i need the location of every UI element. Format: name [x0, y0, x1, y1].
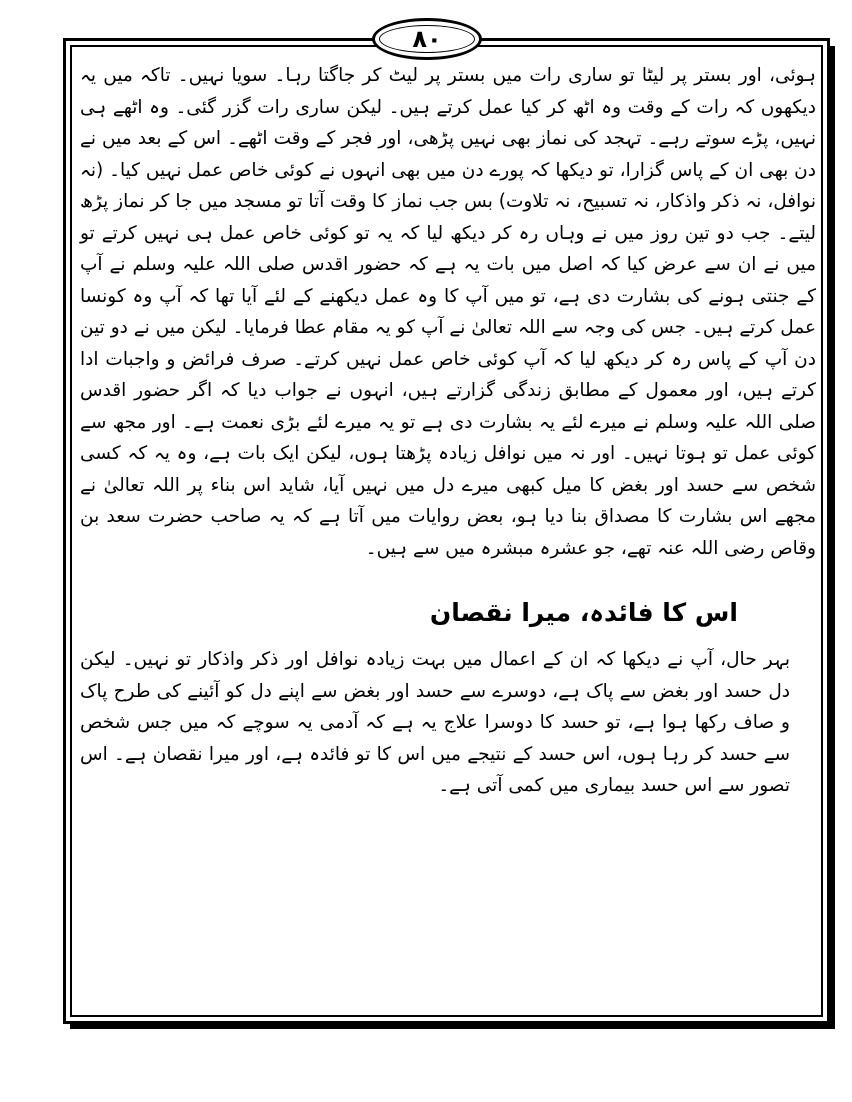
section-heading: اس کا فائدہ، میرا نقصان [429, 598, 738, 627]
page-content [80, 60, 816, 1010]
page-number: ۸۰ [412, 25, 442, 53]
frame-shadow-bottom [70, 1024, 835, 1029]
page-number-badge [372, 18, 482, 60]
body-paragraph-1: ہوئی، اور بستر پر لیٹا تو ساری رات میں بستر پر لیٹ کر جاگتا رہا۔ سویا نہیں۔ تاکہ میں یہ دیکھوں کہ رات کے وقت وہ اٹھ کر کیا عمل کرتے ہیں۔ لیکن ساری رات گزر گئی۔ وہ اٹھے ہی نہیں، پڑے سوتے رہے۔ تہجد کی نماز بھی نہیں پڑھی، اور فجر کے وقت اٹھے۔ اس کے بعد میں نے دن بھی ان کے پاس گزارا، تو دیکھا کہ پورے دن میں بھی انہوں نے کوئی خاص عمل نہیں کیا۔ (نہ نوافل، نہ ذکر واذکار، نہ تسبیح، نہ تلاوت) بس جب نماز کا وقت آتا تو مسجد میں جا کر نماز پڑھ لیتے۔ جب دو تین روز میں نے وہاں رہ کر دیکھ لیا کہ یہ تو کوئی خاص عمل ہی نہیں کرتے تو میں نے ان سے عرض کیا کہ اصل میں بات یہ ہے کہ حضور اقدس صلی اللہ علیہ وسلم نے آپ کے جنتی ہونے کی بشارت دی ہے، تو میں آپ کا وہ عمل دیکھنے کے لئے آیا تھا کہ آپ وہ کونسا عمل کرتے ہیں۔ جس کی وجہ سے اللہ تعالیٰ نے آپ کو یہ مقام عطا فرمایا۔ لیکن میں نے دو تین دن آپ کے پاس رہ کر دیکھ لیا کہ آپ کوئی خاص عمل نہیں کرتے۔ صرف فرائض و واجبات ادا کرتے ہیں، اور معمول کے مطابق زندگی گزارتے ہیں، انہوں نے جواب دیا کہ اگر حضور اقدس صلی اللہ علیہ وسلم نے میرے لئے یہ بشارت دی ہے تو یہ میرے لئے بڑی نعمت ہے۔ اور مجھ سے کوئی عمل تو ہوتا نہیں۔ اور نہ میں نوافل زیادہ پڑھتا ہوں، لیکن ایک بات ہے، وہ یہ کہ کسی شخص سے حسد اور بغض کا میل کبھی میرے دل میں نہیں آیا، شاید اس بناء پر اللہ تعالیٰ نے مجھے اس بشارت کا مصداق بنا دیا ہو، بعض روایات میں آتا ہے کہ یہ صاحب حضرت سعد بن وقاص رضی اللہ عنہ تھے، جو عشرہ مبشرہ میں سے ہیں۔ [80, 65, 816, 559]
body-paragraph-2: بہر حال، آپ نے دیکھا کہ ان کے اعمال میں بہت زیادہ نوافل اور ذکر واذکار تو نہیں۔ لیکن دل حسد اور بغض سے پاک ہے، دوسرے سے حسد اور بغض سے اپنے دل کو آئینے کی طرح پاک و صاف رکھا ہوا ہے، تو حسد کا دوسرا علاج یہ ہے کہ آدمی یہ سوچے کہ میں جس شخص سے حسد کر رہا ہوں، اس حسد کے نتیجے میں اس کا تو فائدہ ہے، اور میرا نقصان ہے۔ اس تصور سے اس حسد بیماری میں کمی آتی ہے۔ [80, 649, 790, 796]
frame-shadow-right [830, 46, 835, 1028]
